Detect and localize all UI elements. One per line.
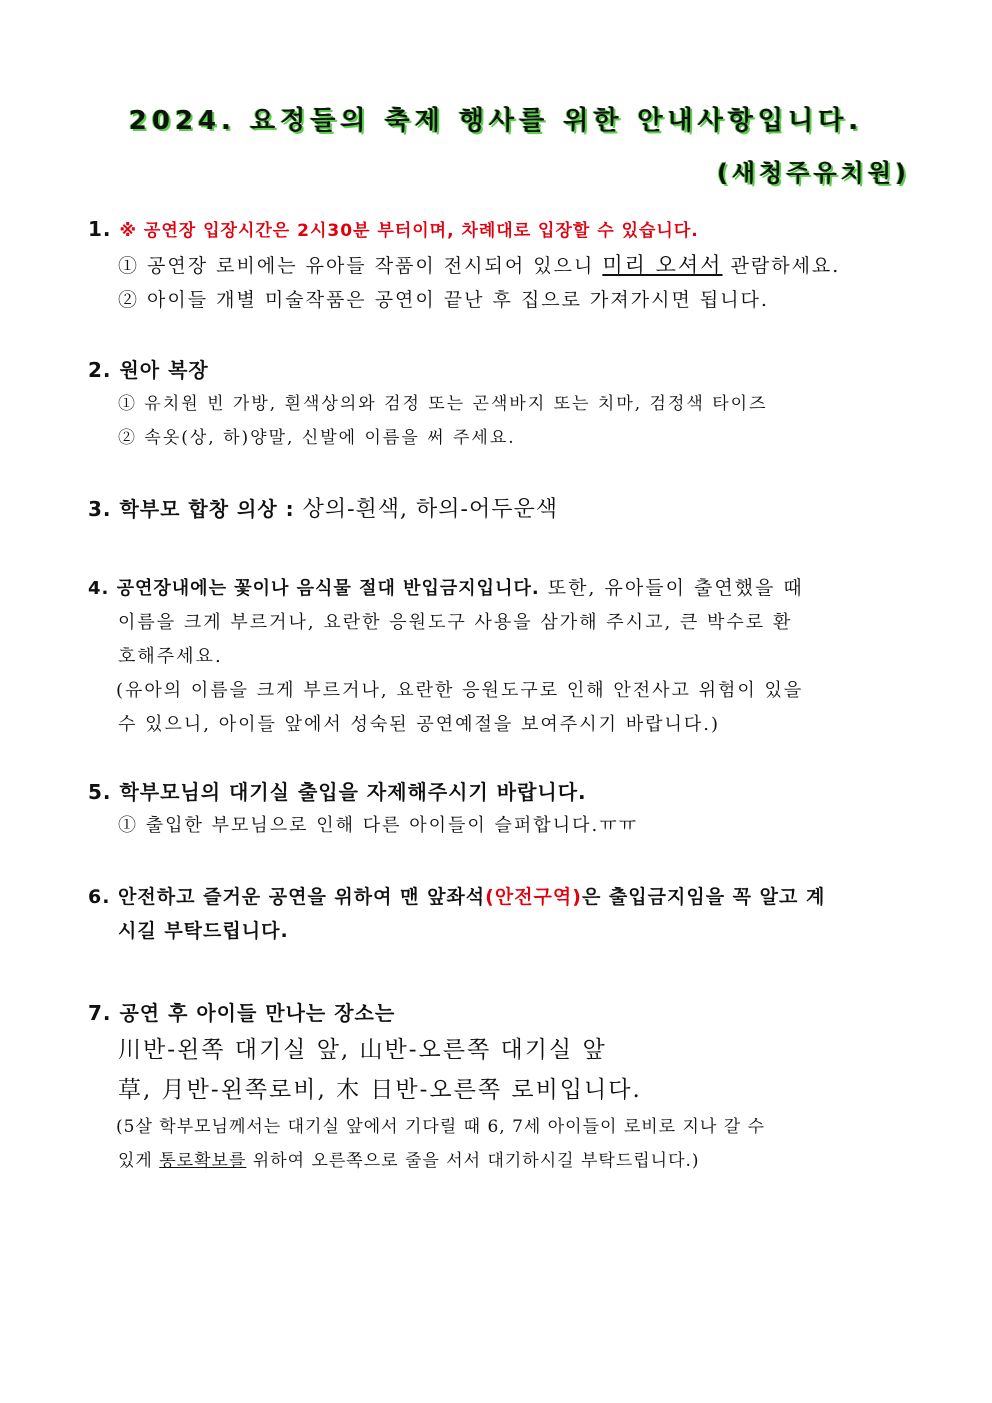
- section-6-heading-text-end: 은 출입금지임을 꼭 알고 계: [581, 886, 826, 908]
- section-5-item-1: ① 출입한 부모님으로 인해 다른 아이들이 슬퍼합니다.ㅠㅠ: [118, 815, 638, 836]
- section-4-line-3: 호해주세요.: [118, 646, 223, 667]
- section-4-heading-rest: 또한, 유아들이 출연했을 때: [539, 577, 804, 599]
- section-7-location-2: 草, 月반-왼쪽로비, 木 日반-오른쪽 로비입니다.: [118, 1077, 642, 1103]
- kindergarten-name: (새청주유치원): [716, 159, 910, 187]
- section-1-item-1-underlined: 미리 오셔서: [602, 253, 723, 277]
- section-4-heading: [88, 570, 918, 606]
- page-title: 2024. 요정들의 축제 행사를 위한 안내사항입니다.: [128, 106, 864, 136]
- section-2: [88, 353, 918, 455]
- section-1-item-1-text: ① 공연장 로비에는 유아들 작품이 전시되어 있으니: [118, 255, 603, 277]
- section-4: [88, 570, 918, 742]
- section-1-item-1: [88, 248, 918, 283]
- section-3: [88, 492, 918, 527]
- section-6-line-2: 시길 부탁드립니다.: [118, 920, 289, 942]
- section-1: [88, 212, 918, 317]
- section-7-note-1: (5살 학부모님께서는 대기실 앞에서 기다릴 때 6, 7세 아이들이 로비로 지나 갈 수: [116, 1117, 765, 1137]
- section-3-heading-text: 3. 학부모 합창 의상 :: [88, 497, 303, 521]
- section-7-note-2-text-end: 위하여 오른쪽으로 줄을 서서 대기하시길 부탁드립니다.): [246, 1151, 700, 1171]
- section-7: [88, 996, 918, 1178]
- section-4-line-5: 수 있으니, 아이들 앞에서 성숙된 공연예절을 보여주시기 바랍니다.): [118, 714, 720, 735]
- section-6: [88, 880, 918, 948]
- section-7-location-1: 川반-왼쪽 대기실 앞, 山반-오른쪽 대기실 앞: [118, 1037, 607, 1063]
- section-5-heading: 5. 학부모님의 대기실 출입을 자제해주시기 바랍니다.: [88, 780, 587, 804]
- section-6-heading: [88, 880, 918, 914]
- section-6-safety-zone: (안전구역): [485, 886, 582, 908]
- section-1-item-1-text-end: 관람하세요.: [722, 255, 841, 277]
- section-3-heading: [88, 492, 918, 527]
- section-4-heading-text: 4. 공연장내에는 꽃이나 음식물 절대 반입금지입니다.: [88, 578, 540, 599]
- section-4-line-2: 이름을 크게 부르거나, 요란한 응원도구 사용을 삼가해 주시고, 큰 박수로 환: [118, 612, 793, 633]
- section-2-item-2: ② 속옷(상, 하)양말, 신발에 이름을 써 주세요.: [118, 428, 516, 448]
- section-7-note-2: [88, 1144, 918, 1178]
- section-7-heading: 7. 공연 후 아이들 만나는 장소는: [88, 1001, 396, 1025]
- section-3-dress-code: 상의-흰색, 하의-어두운색: [302, 497, 558, 522]
- section-5: [88, 775, 918, 843]
- section-7-note-2-underlined: 통로확보를: [159, 1151, 247, 1171]
- section-1-item-2: ② 아이들 개별 미술작품은 공연이 끝난 후 집으로 가져가시면 됩니다.: [118, 289, 769, 311]
- section-4-line-4: (유아의 이름을 크게 부르거나, 요란한 응원도구로 인해 안전사고 위험이 있을: [116, 680, 804, 701]
- section-2-heading: 2. 원아 복장: [88, 358, 209, 382]
- section-2-item-1: ① 유치원 빈 가방, 흰색상의와 검정 또는 곤색바지 또는 치마, 검정색 타이즈: [118, 394, 768, 414]
- section-6-heading-text: 6. 안전하고 즐거운 공연을 위하여 맨 앞좌석: [88, 886, 486, 908]
- section-7-note-2-text: 있게: [118, 1151, 160, 1171]
- section-1-number: 1.: [88, 217, 112, 241]
- section-1-heading-text: ※ 공연장 입장시간은 2시30분 부터이며, 차례대로 입장할 수 있습니다.: [119, 221, 699, 241]
- section-1-heading: [88, 212, 918, 248]
